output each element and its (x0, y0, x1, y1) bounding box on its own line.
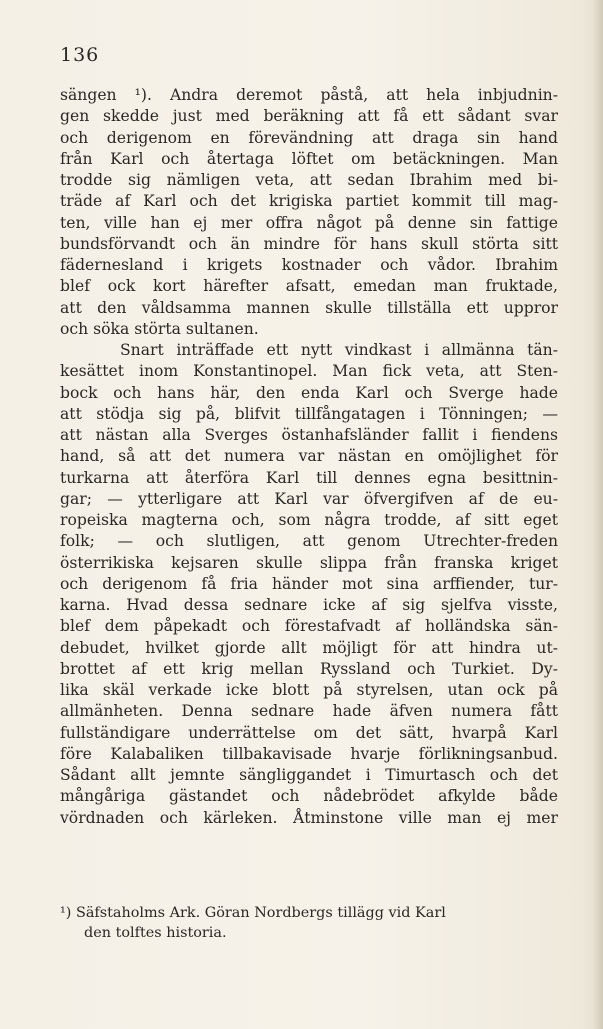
text-line: hand, så att det numera var nästan en omöjlighet för (60, 447, 558, 466)
text-line: bundsförvandt och än mindre för hans skull störta sitt (60, 234, 558, 253)
text-line: allmänheten. Denna sednare hade äfven numera fått (60, 702, 558, 721)
text-line: brottet af ett krig mellan Ryssland och Turkiet. Dy- (60, 659, 558, 678)
text-line: karna. Hvad dessa sednare icke af sig sjelfva visste, (60, 596, 558, 614)
text-line: träde af Karl och det krigiska partiet kommit till mag- (60, 192, 558, 211)
text-line: Sådant allt jemnte sängliggandet i Timurtasch och det (60, 766, 558, 784)
text-line: ten, ville han ej mer offra något på denne sin fattige (60, 213, 558, 232)
page-edge-shadow (593, 0, 603, 1029)
text-line: mångåriga gästandet och nådebrödet afkylde både (60, 787, 558, 806)
text-line: att den våldsamma mannen skulle tillställa ett uppror (60, 298, 558, 317)
text-line: turkarna att återföra Karl till dennes egna besittnin- (60, 468, 558, 487)
text-line: kesättet inom Konstantinopel. Man fick veta, att Sten- (60, 362, 558, 381)
text-line: bock och hans här, den enda Karl och Sverge hade (60, 383, 558, 402)
text-line: folk; — och slutligen, att genom Utrechter-freden (60, 532, 558, 551)
text-line: från Karl och återtaga löftet om betäckningen. Man (60, 149, 558, 168)
text-line: ropeiska magterna och, som några trodde, af sitt eget (60, 511, 558, 529)
text-line: debudet, hvilket gjorde allt möjligt för att hindra ut- (60, 638, 558, 657)
text-line: lika skäl verkade icke blott på styrelsen, utan ock på (60, 681, 558, 699)
text-line: att stödja sig på, blifvit tillfångatagen i Tönningen; — (60, 404, 558, 423)
paragraph-end-line: och söka störta sultanen. (60, 319, 259, 338)
footnote-line: ¹) Säfstaholms Ark. Göran Nordbergs tillägg vid Karl (60, 905, 446, 921)
text-line: sängen ¹). Andra deremot påstå, att hela inbjudnin- (60, 86, 558, 104)
text-line: fullständigare underrättelse om det sätt, hvarpå Karl (60, 723, 558, 742)
text-line: gen skedde just med beräkning att få ett sådant svar (60, 107, 558, 126)
text-line: trodde sig nämligen veta, att sedan Ibrahim med bi- (60, 171, 558, 189)
text-line: före Kalabaliken tillbakavisade hvarje förlikningsanbud. (60, 744, 558, 763)
body-text (60, 85, 558, 829)
text-line: att nästan alla Sverges östanhafsländer fallit i fiendens (60, 426, 558, 444)
text-line: blef dem påpekadt och förestafvadt af holländska sän- (60, 617, 558, 636)
footnote-line: den tolftes historia. (84, 924, 227, 941)
text-line: gar; — ytterligare att Karl var öfvergifven af de eu- (60, 489, 558, 508)
text-line: blef ock kort härefter afsatt, emedan man fruktade, (60, 277, 558, 296)
text-line: och derigenom en förevändning att draga sin hand (60, 128, 558, 147)
text-line: fädernesland i krigets kostnader och vådor. Ibrahim (60, 256, 558, 274)
text-line: österrikiska kejsaren skulle slippa från franska kriget (60, 553, 558, 572)
footnote (60, 904, 558, 943)
text-line: vördnaden och kärleken. Åtminstone ville man ej mer (60, 808, 558, 827)
paragraph-start-line: Snart inträffade ett nytt vindkast i allmänna tän- (120, 341, 558, 359)
page-number: 136 (60, 44, 100, 66)
text-line: och derigenom få fria händer mot sina arffiender, tur- (60, 574, 558, 593)
